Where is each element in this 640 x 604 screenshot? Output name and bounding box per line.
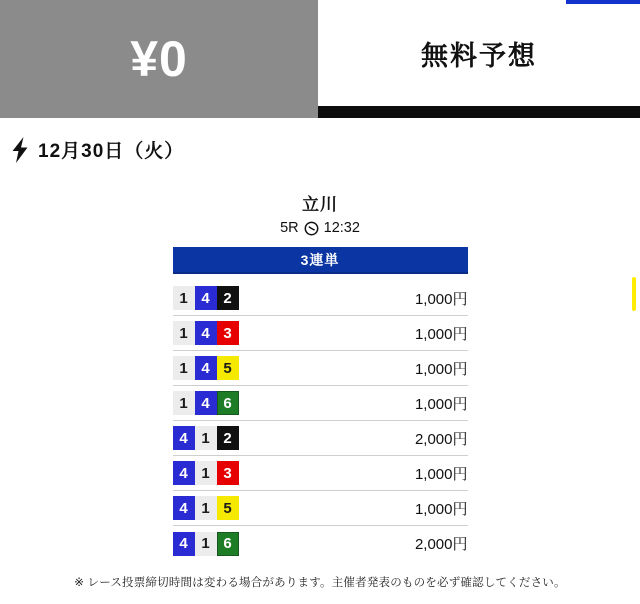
number-badge: 1 (173, 286, 195, 310)
number-badges (173, 532, 239, 556)
bet-amount: 1,000円 (414, 360, 468, 378)
bet-amount: 1,000円 (414, 395, 468, 413)
number-badges (173, 286, 239, 310)
deadline-time: 12:32 (323, 220, 360, 236)
number-badge: 1 (195, 496, 217, 520)
clock-icon (304, 221, 319, 236)
number-badge: 4 (195, 286, 217, 310)
number-badge: 6 (217, 391, 239, 415)
tab-price[interactable] (0, 0, 318, 118)
venue-name: 立川 (302, 195, 338, 214)
number-badges (173, 496, 239, 520)
price-label: ¥0 (130, 31, 188, 87)
number-badges (173, 391, 239, 415)
number-badge: 4 (173, 426, 195, 450)
bet-type-label: 3連単 (300, 251, 340, 268)
number-badge: 4 (195, 356, 217, 380)
bet-row (173, 491, 468, 526)
number-badge: 4 (195, 391, 217, 415)
number-badge: 1 (173, 356, 195, 380)
number-badge: 1 (173, 321, 195, 345)
bet-row (173, 526, 468, 561)
number-badge: 2 (217, 426, 239, 450)
number-badge: 4 (173, 496, 195, 520)
number-badge: 5 (217, 356, 239, 380)
floating-button-sliver[interactable] (632, 277, 636, 311)
free-forecast-label: 無料予想 (421, 40, 537, 71)
bet-amount: 1,000円 (414, 465, 468, 483)
number-badge: 4 (195, 321, 217, 345)
disclaimer-note: ※ レース投票締切時間は変わる場合があります。主催者発表のものを必ず確認してください。 (74, 577, 566, 589)
number-badges (173, 321, 239, 345)
number-badge: 2 (217, 286, 239, 310)
number-badge: 4 (173, 532, 195, 556)
number-badges (173, 461, 239, 485)
active-tab-indicator (318, 106, 640, 118)
tab-free-forecast[interactable] (318, 0, 640, 118)
race-meta (0, 220, 640, 236)
date-bar (0, 118, 640, 164)
number-badge: 1 (195, 426, 217, 450)
bet-type-header (173, 247, 468, 274)
number-badge: 1 (195, 532, 217, 556)
number-badge: 3 (217, 321, 239, 345)
header-tabs (0, 0, 640, 118)
bet-amount: 1,000円 (414, 500, 468, 518)
race-info (0, 190, 640, 236)
date-label: 12月30日（火） (38, 141, 185, 162)
bet-amount: 2,000円 (414, 536, 468, 553)
number-badges (173, 426, 239, 450)
bet-rows (173, 281, 468, 561)
number-badge: 6 (217, 532, 239, 556)
number-badge: 5 (217, 496, 239, 520)
number-badge: 1 (173, 391, 195, 415)
top-accent-bar (566, 0, 640, 4)
bet-amount: 1,000円 (414, 325, 468, 343)
bet-row (173, 421, 468, 456)
bet-table (173, 247, 468, 561)
number-badges (173, 356, 239, 380)
bet-row (173, 386, 468, 421)
number-badge: 3 (217, 461, 239, 485)
bet-row (173, 316, 468, 351)
bet-row (173, 351, 468, 386)
bet-amount: 1,000円 (414, 290, 468, 308)
number-badge: 1 (195, 461, 217, 485)
lightning-bolt-icon (11, 137, 29, 163)
bet-amount: 2,000円 (414, 430, 468, 448)
race-number: 5R (280, 220, 299, 236)
number-badge: 4 (173, 461, 195, 485)
bet-row (173, 456, 468, 491)
bet-row (173, 281, 468, 316)
